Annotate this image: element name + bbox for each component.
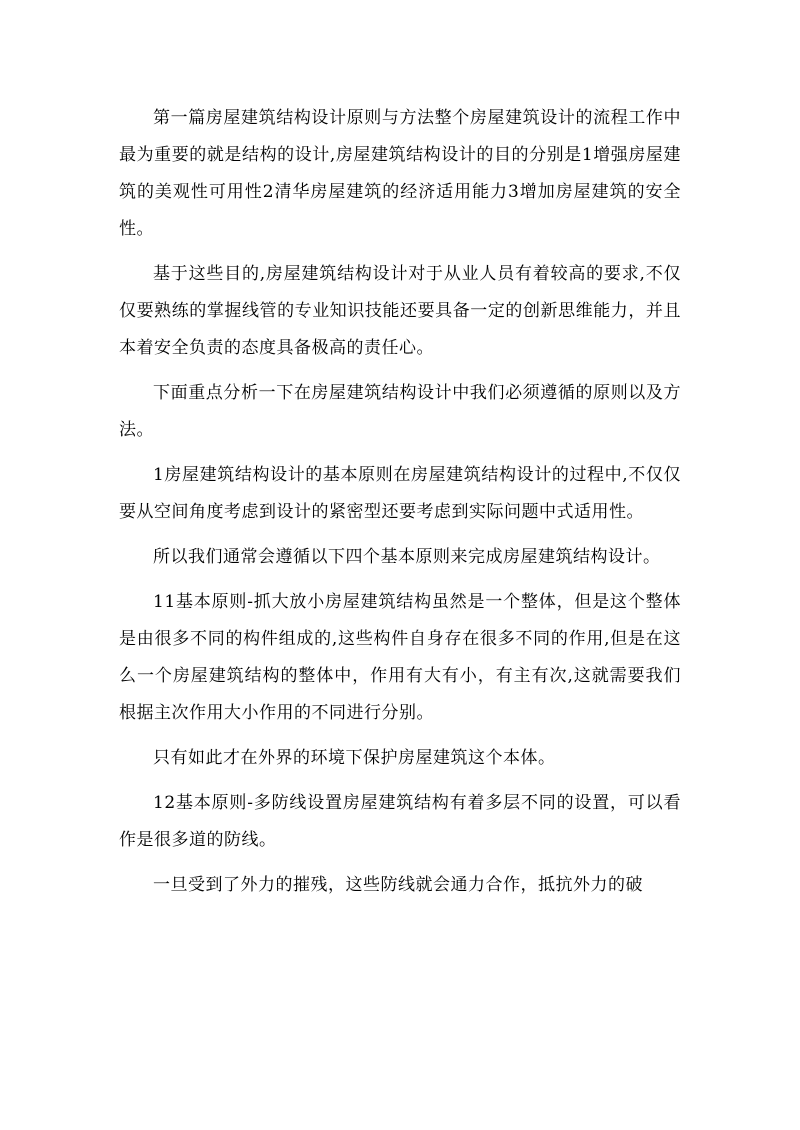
paragraph-7: 只有如此才在外界的环境下保护房屋建筑这个本体。 <box>153 748 556 768</box>
paragraph-1: 第一篇房屋建筑结构设计原则与方法整个房屋建筑设计的流程工作中最为重要的就是结构的设计,房屋建筑结构设计的目的分别是1增强房屋建筑的美观性可用性2清华房屋建筑的经济适用能力3增加房屋建筑的安全性。 <box>119 108 681 239</box>
body-text <box>119 100 681 912</box>
paragraph-3: 下面重点分析一下在房屋建筑结构设计中我们必须遵循的原则以及方法。 <box>119 383 681 440</box>
paragraph-2: 基于这些目的,房屋建筑结构设计对于从业人员有着较高的要求,不仅仅要熟练的掌握线管的专业知识技能还要具备一定的创新思维能力，并且本着安全负责的态度具备极高的责任心。 <box>119 264 681 358</box>
paragraph-9: 一旦受到了外力的摧残，这些防线就会通力合作，抵抗外力的破 <box>153 875 643 895</box>
paragraph-6: 11基本原则-抓大放小房屋建筑结构虽然是一个整体，但是这个整体是由很多不同的构件组成的,这些构件自身存在很多不同的作用,但是在这么一个房屋建筑结构的整体中，作用有大有小，有主有次,这就需要我们根据主次作用大小作用的不同进行分别。 <box>119 592 681 723</box>
paragraph-4: 1房屋建筑结构设计的基本原则在房屋建筑结构设计的过程中,不仅仅要从空间角度考虑到设计的紧密型还要考虑到实际问题中式适用性。 <box>119 465 681 522</box>
paragraph-8: 12基本原则-多防线设置房屋建筑结构有着多层不同的设置，可以看作是很多道的防线。 <box>119 793 681 850</box>
paragraph-5: 所以我们通常会遵循以下四个基本原则来完成房屋建筑结构设计。 <box>153 547 661 567</box>
